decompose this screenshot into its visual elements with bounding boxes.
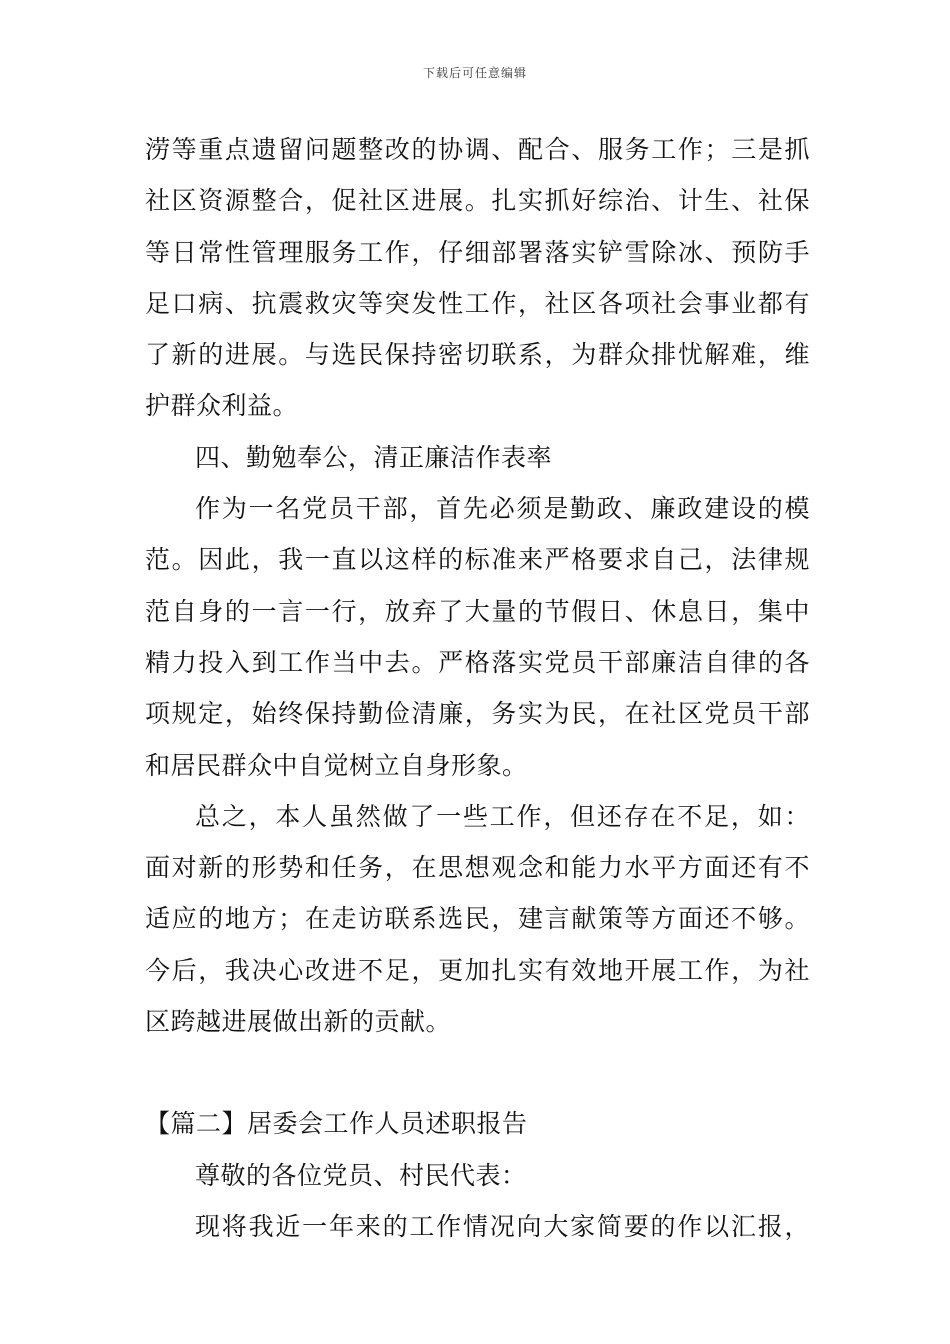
text-line: 护群众利益。 bbox=[145, 391, 299, 421]
text-line: 适应的地方；在走访联系选民，建言献策等方面还不够。 bbox=[145, 904, 810, 934]
text-line: 范自身的一言一行，放弃了大量的节假日、休息日，集中 bbox=[145, 596, 810, 626]
text-line: 涝等重点遗留问题整改的协调、配合、服务工作；三是抓 bbox=[145, 135, 810, 164]
text-line: 面对新的形势和任务，在思想观念和能力水平方面还有不 bbox=[145, 853, 810, 883]
text-line: 精力投入到工作当中去。严格落实党员干部廉洁自律的各 bbox=[145, 647, 810, 677]
text-line: 和居民群众中自觉树立自身形象。 bbox=[145, 750, 528, 780]
text-line: 社区资源整合，促社区进展。扎实抓好综治、计生、社保 bbox=[145, 186, 810, 216]
salutation: 尊敬的各位党员、村民代表： bbox=[195, 1160, 527, 1190]
page-header: 下载后可任意编辑 bbox=[422, 66, 527, 80]
text-line: 项规定，始终保持勤俭清廉，务实为民，在社区党员干部 bbox=[145, 699, 810, 729]
article-title: 【篇二】居委会工作人员述职报告 bbox=[145, 1109, 528, 1139]
spacer bbox=[145, 1047, 810, 1098]
text-line: 区跨越进展做出新的贡献。 bbox=[145, 1007, 452, 1037]
text-line: 足口病、抗震救灾等突发性工作，社区各项社会事业都有 bbox=[145, 288, 810, 318]
text-line: 作为一名党员干部，首先必须是勤政、廉政建设的模 bbox=[195, 494, 810, 524]
document-body bbox=[145, 124, 810, 1252]
text-line: 了新的进展。与选民保持密切联系，为群众排忧解难，维 bbox=[145, 340, 810, 370]
text-line: 范。因此，我一直以这样的标准来严格要求自己，法律规 bbox=[145, 545, 810, 575]
section-heading: 四、勤勉奉公，清正廉洁作表率 bbox=[195, 442, 553, 472]
text-line: 现将我近一年来的工作情况向大家简要的作以汇报， bbox=[195, 1211, 810, 1241]
text-line: 今后，我决心改进不足，更加扎实有效地开展工作，为社 bbox=[145, 955, 810, 985]
text-line: 等日常性管理服务工作，仔细部署落实铲雪除冰、预防手 bbox=[145, 237, 810, 267]
text-line: 总之，本人虽然做了一些工作，但还存在不足，如： bbox=[195, 801, 810, 831]
